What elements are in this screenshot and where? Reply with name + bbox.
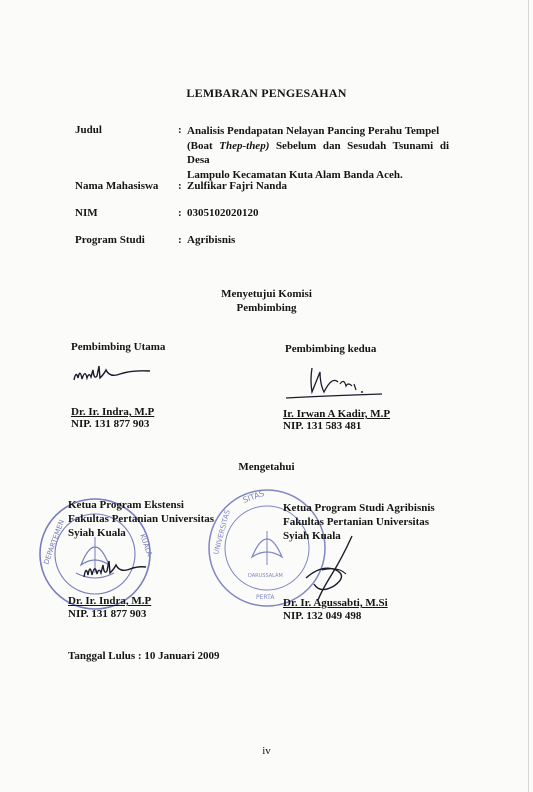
judul-line-3: Lampulo Kecamatan Kuta Alam Banda Aceh. [187,168,403,181]
prodi-label: Program Studi [75,234,145,246]
ack-right-nip: NIP. 132 049 498 [283,610,362,622]
page-edge-shadow [528,0,529,792]
prodi-value: Agribisnis [187,234,236,246]
judul-label: Judul [75,124,102,136]
svg-text:UNIVERSITAS: UNIVERSITAS [212,509,232,556]
page-title: LEMBARAN PENGESAHAN [186,86,347,100]
pembimbing-kedua-name: Ir. Irwan A Kadir, M.P [283,408,391,420]
judul-line-2-italic: Thep-thep) [219,139,270,152]
judul-colon: : [178,124,182,136]
svg-text:SITAS: SITAS [241,488,266,505]
nim-label: NIM [75,207,98,219]
judul-line-2-pre: (Boat [187,139,220,152]
ack-left-nip: NIP. 131 877 903 [68,608,147,620]
svg-text:PERTA: PERTA [256,594,275,601]
approval-heading-1: Menyetujui Komisi [221,288,312,300]
pembimbing-kedua-role: Pembimbing kedua [285,343,377,355]
svg-text:DEPARTEMEN: DEPARTEMEN [42,518,67,566]
pembimbing-utama-role: Pembimbing Utama [71,341,166,353]
pembimbing-utama-name: Dr. Ir. Indra, M.P [71,406,155,418]
ack-right-name: Dr. Ir. Agussabti, M.Si [283,597,388,609]
signature-pembimbing-kedua-icon [282,362,386,406]
judul-line-2 [187,139,449,168]
acknowledge-heading: Mengetahui [238,461,295,473]
judul-line-2-post: Sebelum dan Sesudah Tsunami di Desa [187,139,449,166]
nim-value: 0305102020120 [187,207,259,219]
ack-right-line-2: Fakultas Pertanian Universitas [283,516,430,528]
pembimbing-kedua-nip: NIP. 131 583 481 [283,420,362,432]
nim-colon: : [178,207,182,219]
judul-value [187,124,449,182]
ack-right-line-1: Ketua Program Studi Agribisnis [283,502,435,514]
nama-colon: : [178,180,182,192]
judul-line-1: Analisis Pendapatan Nelayan Pancing Perahu Tempel [187,125,440,137]
pembimbing-utama-nip: NIP. 131 877 903 [71,418,150,430]
prodi-colon: : [178,234,182,246]
signature-pembimbing-utama-icon [72,360,154,390]
stamp-right-inner-text: DARUSSALAM [248,573,283,579]
ack-left-line-2: Fakultas Pertanian Universitas [68,513,215,525]
signature-ack-right-icon [292,534,372,604]
graduation-date: Tanggal Lulus : 10 Januari 2009 [68,650,220,662]
page-number: iv [262,745,271,757]
nama-value: Zulfikar Fajri Nanda [187,180,288,192]
signature-ack-left-icon [80,553,150,587]
approval-heading-2: Pembimbing [236,302,297,314]
ack-left-name: Dr. Ir. Indra, M.P [68,595,152,607]
svg-text:KUALA: KUALA [138,532,154,558]
ack-right-line-3: Syiah Kuala [283,530,341,542]
ack-left-line-3: Syiah Kuala [68,527,126,539]
ack-left-line-1: Ketua Program Ekstensi [68,499,184,511]
nama-label: Nama Mahasiswa [75,180,159,192]
